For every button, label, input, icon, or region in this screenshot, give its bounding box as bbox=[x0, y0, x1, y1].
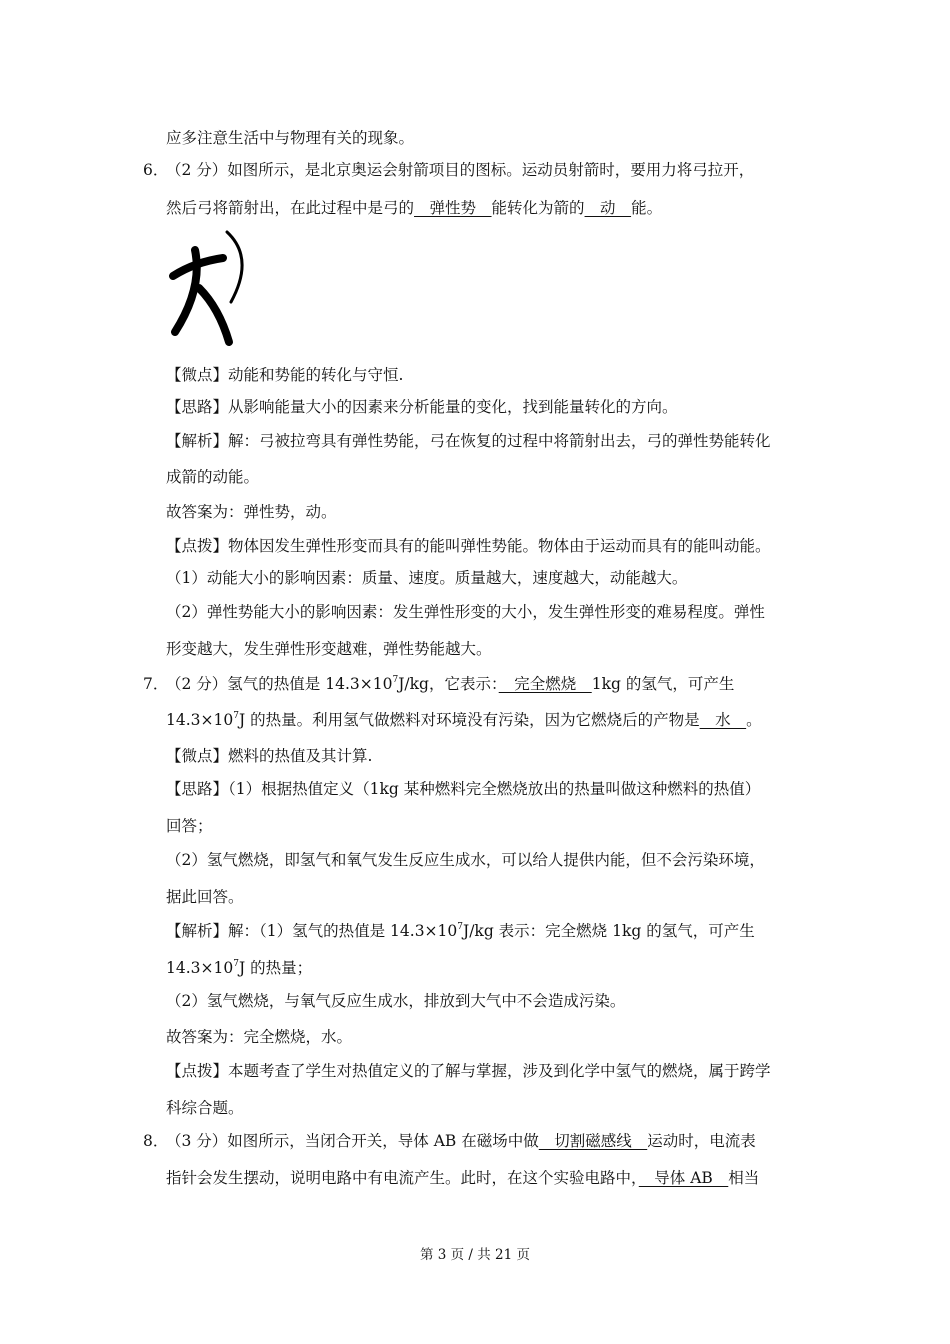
text-span: （2 分）氢气的热值是 14.3×10 bbox=[166, 675, 393, 693]
text-span: 相当 bbox=[728, 1169, 760, 1187]
text-span: 14.3×10 bbox=[166, 959, 234, 977]
page-footer: 第 3 页 / 共 21 页 bbox=[419, 1247, 531, 1263]
text-line: 【思路】从影响能量大小的因素来分析能量的变化，找到能量转化的方向。 bbox=[166, 398, 678, 416]
text-span: J/kg 表示：完全燃烧 1kg 的氢气，可产生 bbox=[463, 922, 755, 940]
text-line: 形变越大，发生弹性形变越难，弹性势能越大。 bbox=[166, 640, 492, 658]
text-line: 【微点】动能和势能的转化与守恒. bbox=[166, 366, 404, 384]
text-line: 【思路】（1）根据热值定义（1kg 某种燃料完全燃烧放出的热量叫做这种燃料的热值） bbox=[166, 780, 761, 798]
text-line bbox=[166, 1130, 756, 1152]
text-line: 成箭的动能。 bbox=[166, 468, 260, 486]
text-line bbox=[166, 920, 755, 942]
answer-blank: 水 bbox=[699, 711, 747, 729]
text-span: 。 bbox=[746, 711, 762, 729]
text-line: 应多注意生活中与物理有关的现象。 bbox=[166, 129, 415, 147]
text-line: （2）氢气燃烧，与氧气反应生成水，排放到大气中不会造成污染。 bbox=[166, 992, 626, 1010]
text-line: 据此回答。 bbox=[166, 888, 244, 906]
text-line: （2）氢气燃烧，即氢气和氧气发生反应生成水，可以给人提供内能，但不会污染环境， bbox=[166, 851, 765, 869]
text-line: 回答； bbox=[166, 817, 213, 835]
text-line: 【微点】燃料的热值及其计算. bbox=[166, 747, 373, 765]
text-line: （2 分）如图所示，是北京奥运会射箭项目的图标。运动员射箭时，要用力将弓拉开， bbox=[166, 161, 755, 179]
question-number: 6． bbox=[143, 161, 169, 179]
exponent: 7 bbox=[392, 675, 399, 685]
text-line: 【点拨】本题考查了学生对热值定义的了解与掌握，涉及到化学中氢气的燃烧，属于跨学 bbox=[166, 1062, 771, 1080]
text-span: 能转化为箭的 bbox=[491, 199, 585, 217]
text-span: J/kg，它表示： bbox=[398, 675, 499, 693]
text-span: J 的热量； bbox=[238, 959, 313, 977]
exponent: 7 bbox=[457, 922, 463, 932]
text-line: （1）动能大小的影响因素：质量、速度。质量越大，速度越大，动能越大。 bbox=[166, 569, 688, 587]
exponent: 7 bbox=[233, 959, 239, 969]
answer-blank: 弹性势 bbox=[414, 199, 492, 217]
archery-pictogram-icon bbox=[165, 228, 255, 348]
answer-blank: 导体 AB bbox=[638, 1169, 729, 1187]
text-span: （3 分）如图所示，当闭合开关，导体 AB 在磁场中做 bbox=[166, 1132, 539, 1150]
text-line: 故答案为：完全燃烧，水。 bbox=[166, 1028, 353, 1046]
text-line: 【点拨】物体因发生弹性形变而具有的能叫弹性势能。物体由于运动而具有的能叫动能。 bbox=[166, 537, 771, 555]
answer-blank: 切割磁感线 bbox=[538, 1132, 648, 1150]
exponent: 7 bbox=[233, 711, 239, 721]
text-line bbox=[166, 709, 762, 731]
answer-blank: 完全燃烧 bbox=[498, 675, 592, 693]
text-span: 然后弓将箭射出，在此过程中是弓的 bbox=[166, 199, 415, 217]
text-line: 故答案为：弹性势，动。 bbox=[166, 503, 337, 521]
text-line: （2）弹性势能大小的影响因素：发生弹性形变的大小，发生弹性形变的难易程度。弹性 bbox=[166, 603, 765, 621]
text-span: 运动时，电流表 bbox=[647, 1132, 756, 1150]
text-span: J 的热量。利用氢气做燃料对环境没有污染，因为它燃烧后的产物是 bbox=[238, 711, 700, 729]
text-line: 【解析】解：弓被拉弯具有弹性势能，弓在恢复的过程中将箭射出去，弓的弹性势能转化 bbox=[166, 432, 771, 450]
text-span: 1kg 的氢气，可产生 bbox=[591, 675, 735, 693]
text-line bbox=[166, 673, 734, 695]
question-number: 7． bbox=[143, 675, 169, 693]
text-line bbox=[166, 1167, 759, 1189]
text-span: 指针会发生摆动，说明电路中有电流产生。此时，在这个实验电路中， bbox=[166, 1169, 639, 1187]
text-line bbox=[166, 957, 312, 979]
text-line bbox=[166, 197, 662, 219]
text-line: 科综合题。 bbox=[166, 1099, 244, 1117]
text-span: 【解析】解：（1）氢气的热值是 14.3×10 bbox=[166, 922, 458, 940]
answer-blank: 动 bbox=[584, 199, 632, 217]
question-number: 8． bbox=[143, 1132, 169, 1150]
text-span: 14.3×10 bbox=[166, 711, 234, 729]
text-span: 能。 bbox=[631, 199, 663, 217]
